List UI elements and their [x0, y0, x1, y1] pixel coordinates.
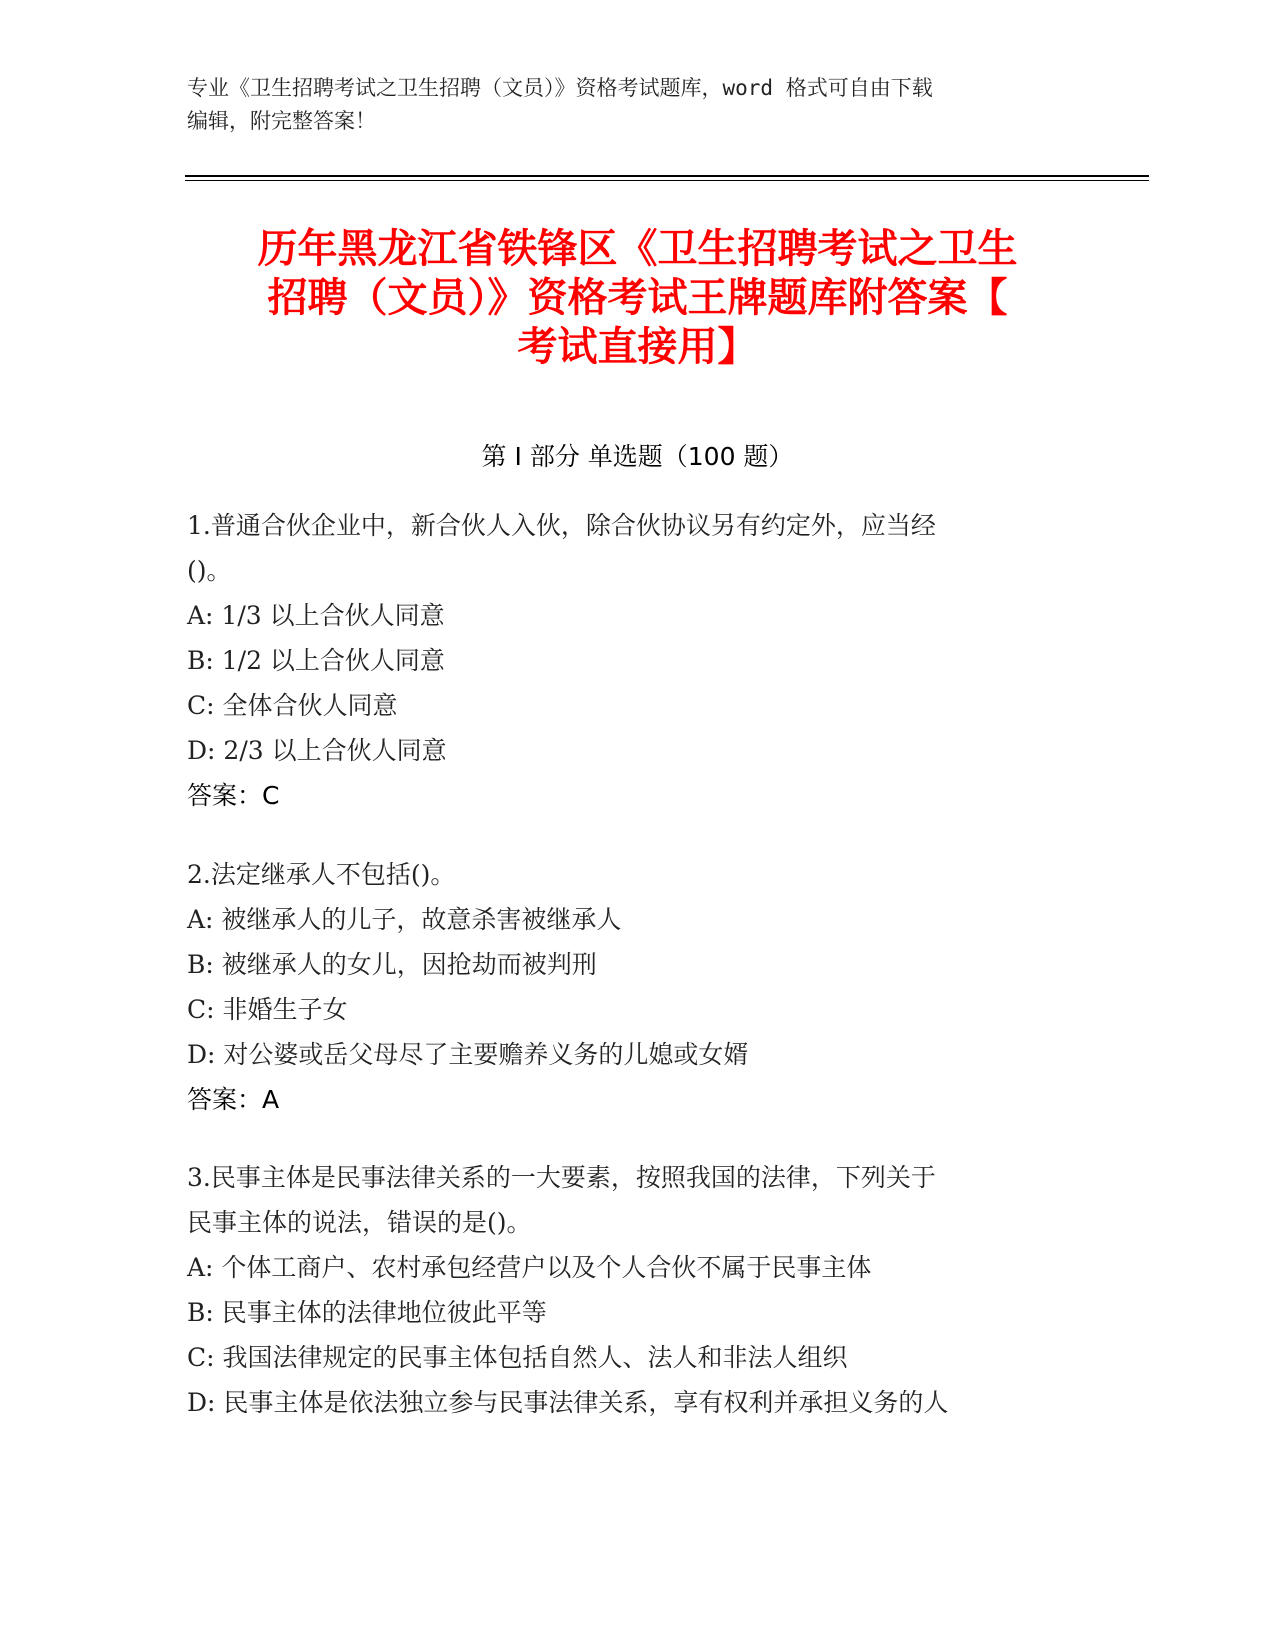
option-c: C: 全体合伙人同意: [187, 691, 398, 720]
option-a: A: 个体工商户、农村承包经营户以及个人合伙不属于民事主体: [187, 1253, 872, 1282]
question-item: [187, 852, 1087, 1122]
option-d: D: 对公婆或岳父母尽了主要赡养义务的儿媳或女婿: [187, 1040, 749, 1069]
question-stem: 3.民事主体是民事法律关系的一大要素，按照我国的法律，下列关于: [187, 1163, 936, 1192]
option-d: D: 2/3 以上合伙人同意: [187, 736, 447, 765]
title-line: 考试直接用】: [517, 324, 758, 370]
option-c: C: 非婚生子女: [187, 995, 348, 1024]
question-stem: ()。: [187, 556, 232, 585]
header-divider-thick: [185, 175, 1149, 177]
option-a: A: 被继承人的儿子，故意杀害被继承人: [187, 905, 622, 934]
question-item: [187, 1155, 1087, 1425]
header-note: [187, 72, 1067, 138]
option-c: C: 我国法律规定的民事主体包括自然人、法人和非法人组织: [187, 1343, 848, 1372]
section-heading: 第 I 部分 单选题（100 题）: [481, 442, 794, 471]
header-note-line: 编辑，附完整答案！: [187, 109, 376, 133]
question-item: [187, 503, 1087, 818]
option-b: B: 民事主体的法律地位彼此平等: [187, 1298, 547, 1327]
title-line: 历年黑龙江省铁锋区《卫生招聘考试之卫生: [257, 226, 1018, 272]
answer-line: 答案：A: [187, 1085, 280, 1114]
question-stem: 1.普通合伙企业中，新合伙人入伙，除合伙协议另有约定外，应当经: [187, 511, 936, 540]
header-note-line: 专业《卫生招聘考试之卫生招聘（文员）》资格考试题库，word 格式可自由下载: [187, 76, 933, 100]
document-title: [150, 225, 1125, 372]
answer-line: 答案：C: [187, 781, 280, 810]
question-stem: 民事主体的说法，错误的是()。: [187, 1208, 532, 1237]
question-stem: 2.法定继承人不包括()。: [187, 860, 456, 889]
option-b: B: 1/2 以上合伙人同意: [187, 646, 445, 675]
option-d: D: 民事主体是依法独立参与民事法律关系，享有权利并承担义务的人: [187, 1388, 949, 1417]
option-b: B: 被继承人的女儿，因抢劫而被判刑: [187, 950, 597, 979]
title-line: 招聘（文员）》资格考试王牌题库附答案【: [267, 275, 1008, 321]
option-a: A: 1/3 以上合伙人同意: [187, 601, 445, 630]
header-divider-thin: [185, 180, 1149, 181]
